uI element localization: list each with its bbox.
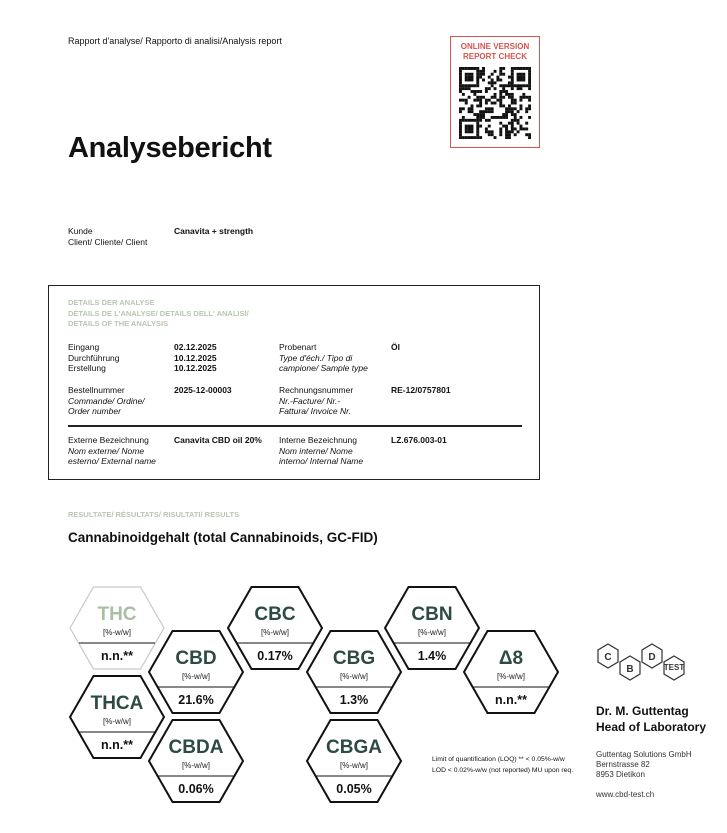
logo-letter: C <box>604 652 612 663</box>
cannabinoid-value: 21.6% <box>178 693 214 707</box>
cannabinoid-hex <box>307 720 401 802</box>
logo-letter: TEST <box>663 663 685 672</box>
unit-label: [%-w/w] <box>497 672 525 681</box>
results-section-title: RESULTATE/ RÉSULTATS/ RISULTATI/ RESULTS <box>68 510 240 519</box>
invoice-number-label: Rechnungsnummer Nr.-Facture/ Nr.- Fattura/ Invoice Nr. <box>279 385 354 416</box>
cannabinoid-hex <box>70 587 164 669</box>
cannabinoid-value: 1.4% <box>417 649 447 663</box>
online-report-check[interactable] <box>450 36 540 148</box>
head-of-lab: Dr. M. Guttentag Head of Laboratory <box>596 704 707 734</box>
order-number-label: Bestellnummer Commande/ Ordine/ Order number <box>68 385 145 416</box>
invoice-number-value: RE-12/0757801 <box>391 385 451 395</box>
cannabinoid-value: 0.17% <box>257 649 293 663</box>
sample-type-label: Probenart Type d'éch./ Tipo di campione/ Sample type <box>279 342 368 373</box>
qr-code-icon[interactable] <box>459 67 531 139</box>
dates-values: 02.12.2025 10.12.2025 10.12.2025 <box>174 342 217 373</box>
loq-note: Limit of quantification (LOQ) ** < 0.05%-w/w LOD < 0.02%-w/w (not reported) MU upon req. <box>432 756 574 774</box>
logo-letter: D <box>648 652 656 663</box>
cannabinoid-value: 0.05% <box>336 782 372 796</box>
unit-label: [%-w/w] <box>103 717 131 726</box>
cannabinoid-hex <box>385 587 479 669</box>
sample-type-value: Öl <box>391 342 400 352</box>
cannabinoid-name: Δ8 <box>498 648 524 669</box>
dates-labels: Eingang Durchführung Erstellung <box>68 342 120 373</box>
unit-label: [%-w/w] <box>182 761 210 770</box>
cannabinoid-value: n.n.** <box>101 738 133 752</box>
logo-letter: B <box>626 664 634 675</box>
cannabinoid-name: CBGA <box>326 737 382 758</box>
details-title: DETAILS DER ANALYSE DÉTAILS DE L'ANALYSE/ DETAILS DELL' ANALISI/ DETAILS OF THE ANALYSIS <box>68 298 249 328</box>
cannabinoid-name: THCA <box>90 693 144 714</box>
cannabinoid-name: CBN <box>411 604 453 625</box>
cannabinoid-name: CBDA <box>168 737 224 758</box>
cannabinoid-hex <box>464 631 558 713</box>
unit-label: [%-w/w] <box>261 628 289 637</box>
cannabinoid-hexagons <box>0 580 600 833</box>
cannabinoid-hex <box>228 587 322 669</box>
unit-label: [%-w/w] <box>340 761 368 770</box>
cannabinoid-hex <box>70 676 164 758</box>
results-subtitle: Cannabinoidgehalt (total Cannabinoids, GC-FID) <box>68 530 378 545</box>
cannabinoid-hex <box>149 631 243 713</box>
cannabinoid-value: n.n.** <box>101 649 133 663</box>
qr-title-line1: ONLINE VERSION <box>460 42 530 51</box>
qr-title-line2: REPORT CHECK <box>462 52 527 61</box>
lab-address: Guttentag Solutions GmbH Bernstrasse 82 8953 Dietikon <box>596 750 692 779</box>
cannabinoid-name: CBD <box>175 648 217 669</box>
external-name-label: Externe Bezeichnung Nom externe/ Nome esterno/ External name <box>68 435 156 466</box>
cannabinoid-hex <box>149 720 243 802</box>
details-divider <box>68 425 522 427</box>
internal-name-label: Interne Bezeichnung Nom interne/ Nome interno/ Internal Name <box>279 435 364 466</box>
cannabinoid-name: CBG <box>332 648 376 669</box>
lab-website-link[interactable]: www.cbd-test.ch <box>596 790 655 799</box>
unit-label: [%-w/w] <box>182 672 210 681</box>
internal-name-value: LZ.676.003-01 <box>391 435 447 445</box>
client-value: Canavita + strength <box>174 226 254 236</box>
order-number-value: 2025-12-00003 <box>174 385 232 395</box>
unit-label: [%-w/w] <box>418 628 446 637</box>
cannabinoid-value: n.n.** <box>495 693 527 707</box>
cannabinoid-name: THC <box>97 604 137 625</box>
cannabinoid-value: 1.3% <box>339 693 369 707</box>
unit-label: [%-w/w] <box>340 672 368 681</box>
cannabinoid-name: CBC <box>254 604 296 625</box>
cbd-test-logo <box>594 640 694 690</box>
cannabinoid-hex <box>307 631 401 713</box>
report-type-header: Rapport d'analyse/ Rapporto di analisi/Analysis report <box>68 36 282 46</box>
client-label: Kunde Client/ Cliente/ Client <box>68 226 148 247</box>
external-name-value: Canavita CBD oil 20% <box>174 435 262 445</box>
unit-label: [%-w/w] <box>103 628 131 637</box>
page-title: Analysebericht <box>68 132 272 164</box>
cannabinoid-value: 0.06% <box>178 782 214 796</box>
